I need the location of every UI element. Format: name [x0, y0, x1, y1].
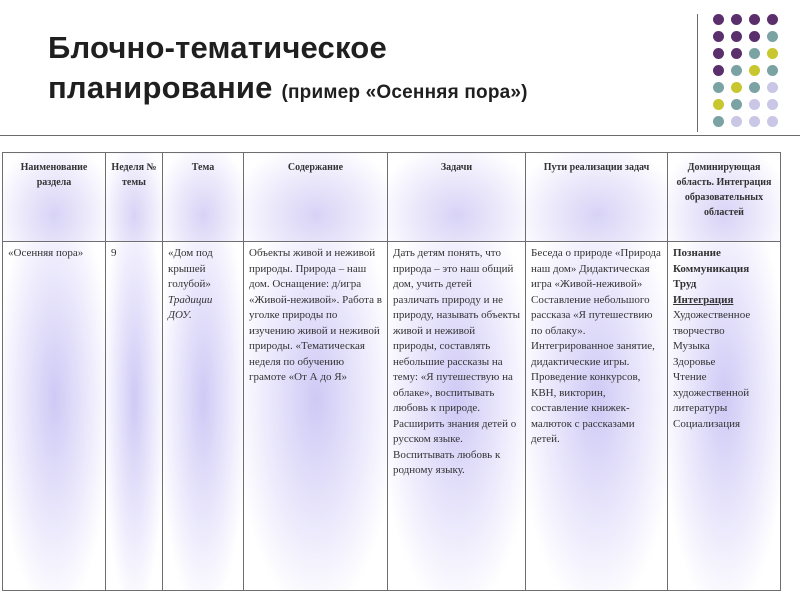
decorative-vertical-line [697, 14, 698, 132]
title-line-2-main: планирование [48, 70, 273, 105]
cell-ways: Беседа о природе «Природа наш дом» Дидактическая игра «Живой-неживой» Составление небольшого рассказа «Я путешествию по облаку». Интегрированное занятие, дидактические игры. Проведение конкурсов, КВН, викторин, составление книжек-малюток с рассказами детей. [526, 242, 668, 591]
header-week: Неделя № темы [106, 153, 163, 242]
area-item: Художественное творчество [673, 309, 751, 337]
cell-areas [668, 242, 781, 591]
decorative-dot [749, 82, 760, 93]
theme-italic-text: Традиции ДОУ. [168, 293, 213, 321]
decorative-dot [731, 48, 742, 59]
decorative-dot [749, 14, 760, 25]
decorative-dot [767, 116, 778, 127]
cell-theme [163, 242, 244, 591]
decorative-dot [713, 116, 724, 127]
title-line-2 [48, 68, 668, 113]
cell-tasks: Дать детям понять, что природа – это наш общий дом, учить детей различать природу и не природу, называть объекты живой и неживой природы, составлять небольшие рассказы на тему: «Я путешествую на облаке», воспитывать любовь к природе. Расширить знания детей о русском языке. Воспитывать любовь к родному языку. [388, 242, 526, 591]
decorative-dot [713, 14, 724, 25]
area-bold: Познание [673, 247, 721, 259]
cell-content: Объекты живой и неживой природы. Природа – наш дом. Оснащение: д/игра «Живой-неживой». Работа в уголке природы по изучению живой и неживой природы. «Тематическая неделя по обучению грамоте «От А до Я» [244, 242, 388, 591]
area-underlined: Интеграция [673, 293, 734, 306]
header-tasks: Задачи [388, 153, 526, 242]
decorative-dot [713, 48, 724, 59]
header-ways: Пути реализации задач [526, 153, 668, 242]
title-subtitle: (пример «Осенняя пора») [281, 82, 528, 103]
decorative-dot [767, 65, 778, 76]
decorative-dot [713, 31, 724, 42]
planning-table [2, 152, 781, 591]
decorative-dot [749, 99, 760, 110]
decorative-dot [731, 116, 742, 127]
decorative-dot [767, 14, 778, 25]
area-item: Социализация [673, 417, 741, 430]
decorative-dot [731, 82, 742, 93]
decorative-dot [749, 116, 760, 127]
decorative-dot [731, 99, 742, 110]
decorative-dot [731, 14, 742, 25]
title-line-1: Блочно-тематическое [48, 30, 387, 65]
area-item: Здоровье [673, 355, 716, 368]
decorative-dot [713, 99, 724, 110]
area-item: Чтение художественной литературы [673, 371, 750, 414]
table-row [3, 242, 781, 591]
decorative-horizontal-rule [0, 135, 800, 136]
header-section: Наименование раздела [3, 153, 106, 242]
decorative-dot [713, 82, 724, 93]
decorative-dot [767, 31, 778, 42]
slide-title [48, 28, 668, 113]
decorative-dot [749, 48, 760, 59]
area-bold: Коммуникация [673, 262, 750, 275]
header-theme: Тема [163, 153, 244, 242]
theme-text: «Дом под крышей голубой» [168, 247, 213, 290]
decorative-dot [767, 82, 778, 93]
area-item: Музыка [673, 340, 710, 352]
area-bold: Труд [673, 278, 697, 290]
decorative-dot-grid [705, 12, 795, 132]
decorative-dot [767, 99, 778, 110]
decorative-dot [731, 65, 742, 76]
decorative-dot [713, 65, 724, 76]
cell-section: «Осенняя пора» [3, 242, 106, 591]
decorative-dot [749, 31, 760, 42]
decorative-dot [749, 65, 760, 76]
decorative-dot [767, 48, 778, 59]
decorative-dot [731, 31, 742, 42]
table-header-row [3, 153, 781, 242]
cell-week: 9 [106, 242, 163, 591]
header-areas: Доминирующая область. Интеграция образовательных областей [668, 153, 781, 242]
header-content: Содержание [244, 153, 388, 242]
